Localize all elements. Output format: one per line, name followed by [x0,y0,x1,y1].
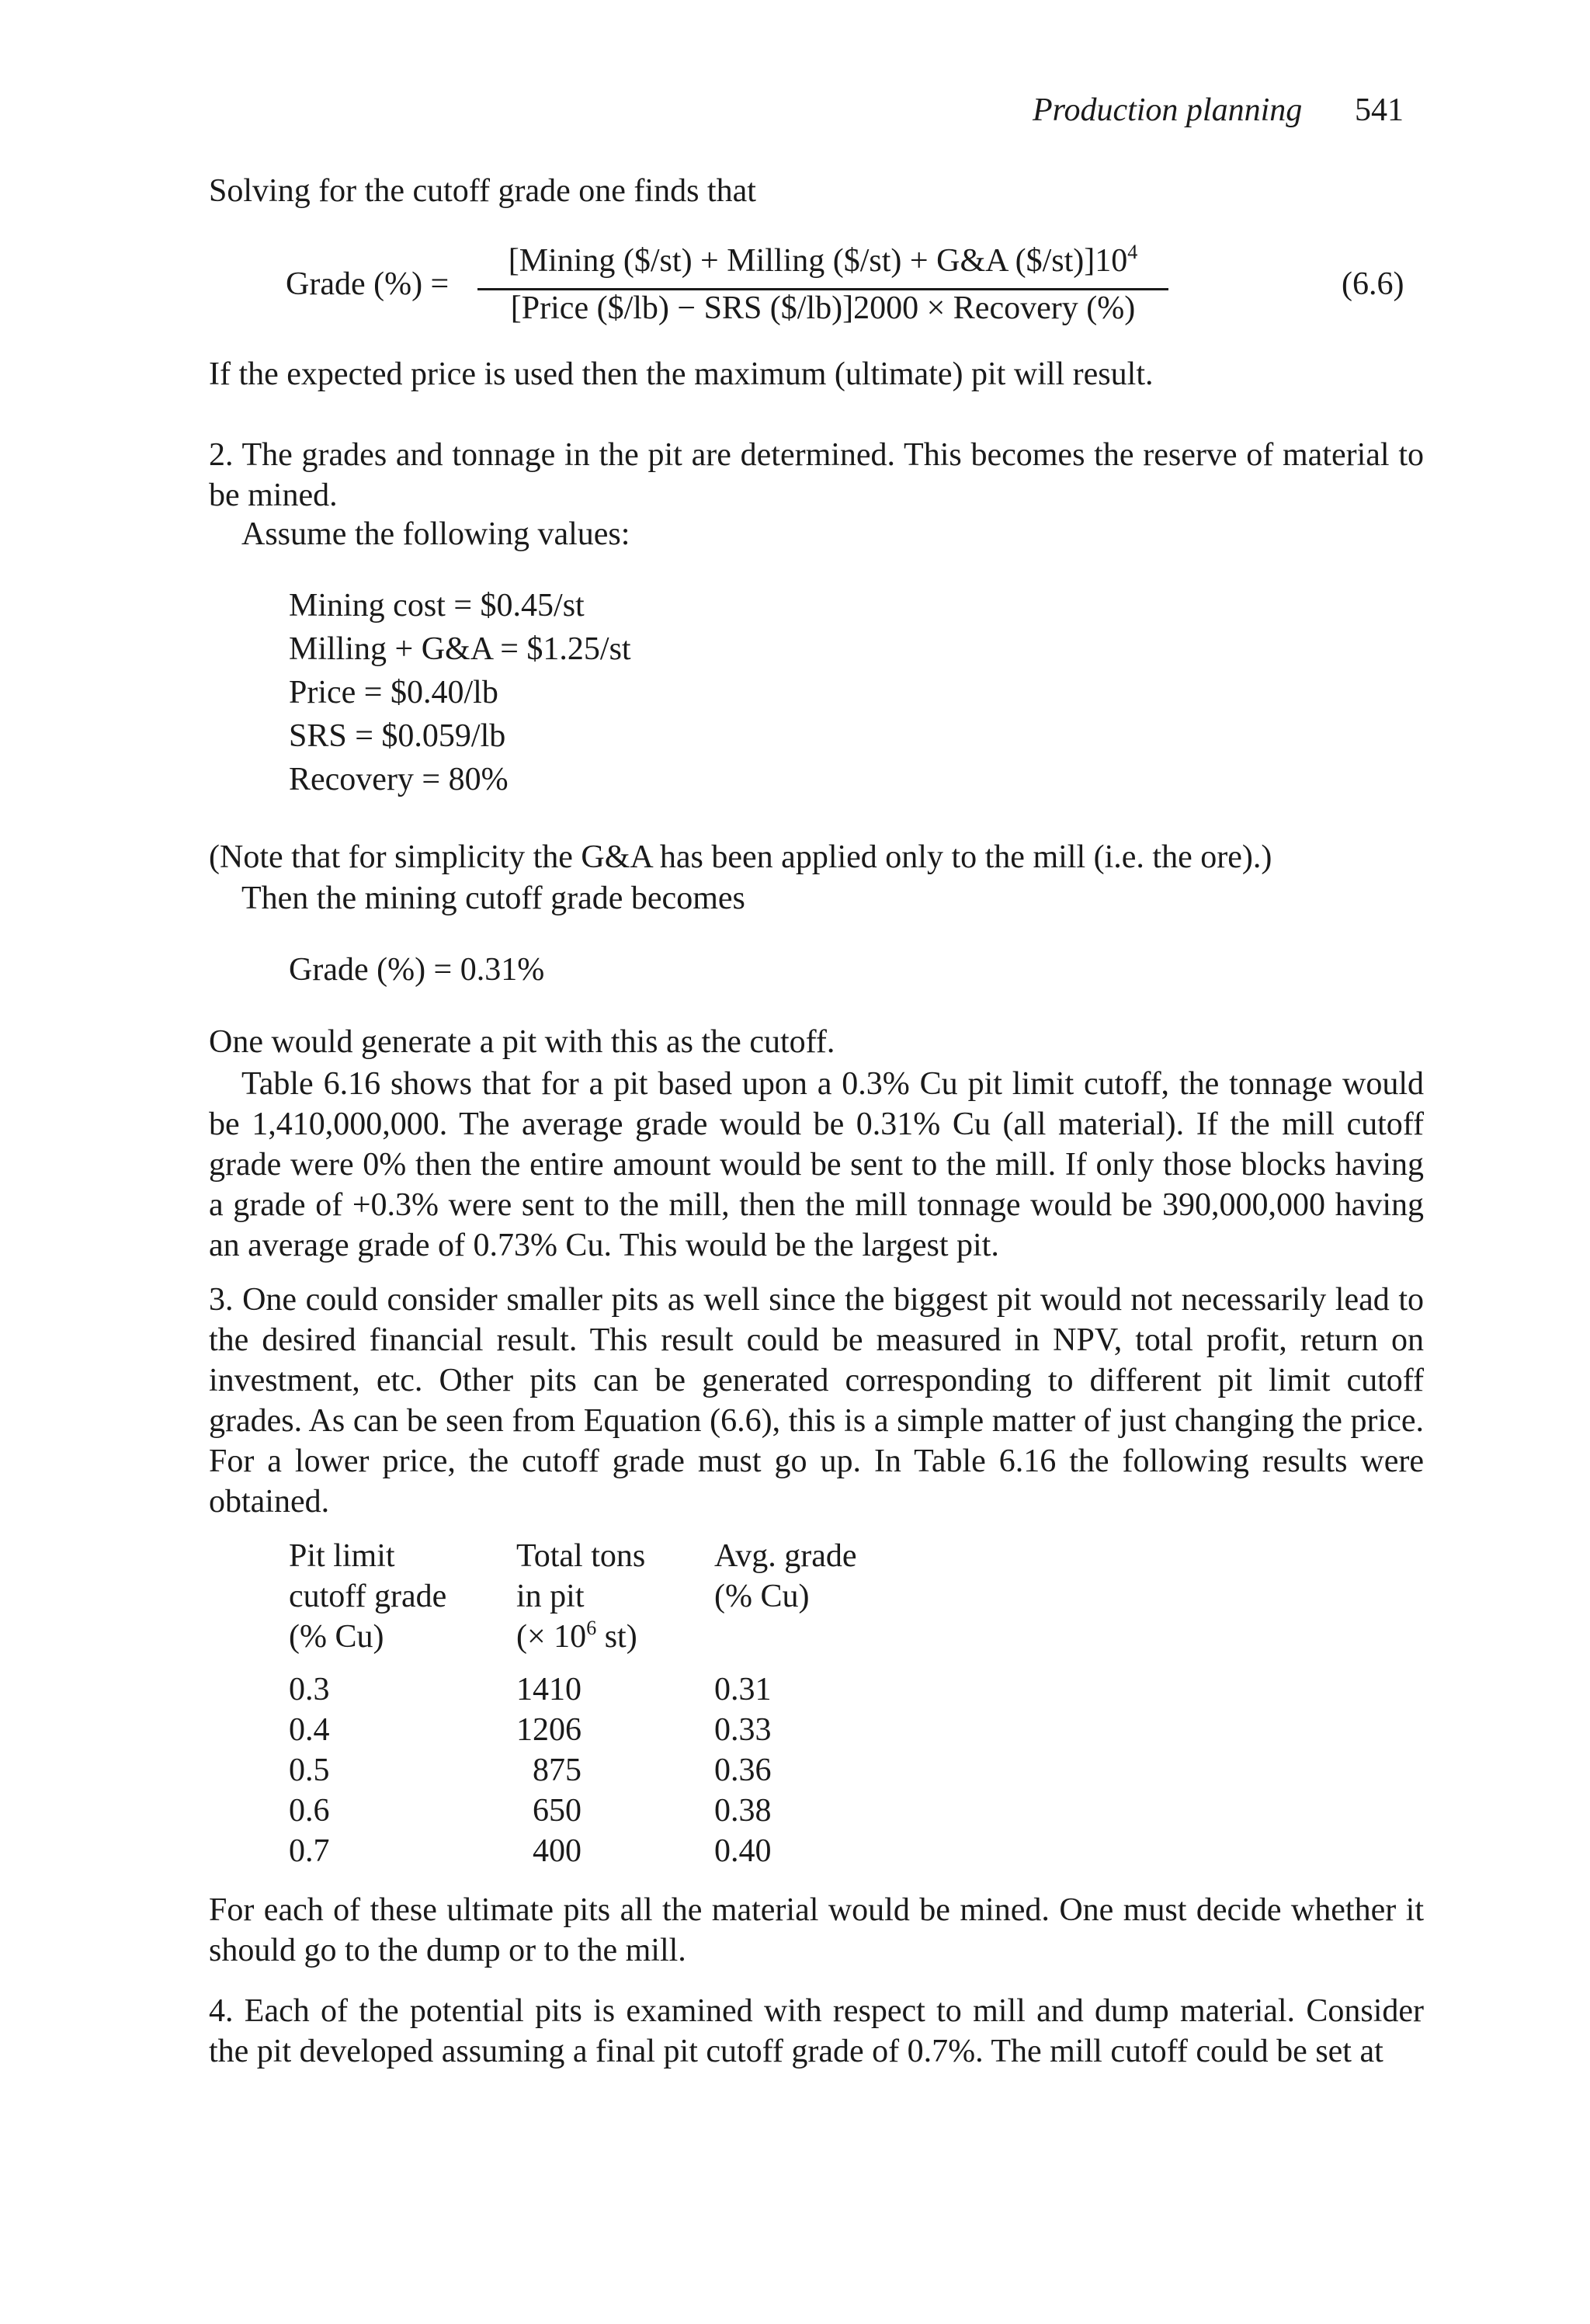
value-milling-ga: Milling + G&A = $1.25/st [289,631,631,667]
paragraph-item-2: 2. The grades and tonnage in the pit are determined. This becomes the reserve of material to be mined. [209,437,1424,513]
value-mining-cost: Mining cost = $0.45/st [289,588,585,624]
table-header-pit-limit: Pit limit cutoff grade (% Cu) [289,1538,447,1655]
paragraph-expected-price: If the expected price is used then the maximum (ultimate) pit will result. [209,356,1154,392]
table-header-avg-grade: Avg. grade (% Cu) [714,1538,857,1614]
then-text: Then the mining cutoff grade becomes [241,881,745,916]
equation-denominator: [Price ($/lb) − SRS ($/lb)]2000 × Recovery (%) [510,290,1136,326]
equation-lhs: Grade (%) = [286,266,450,302]
value-price: Price = $0.40/lb [289,675,498,710]
paragraph-generate: One would generate a pit with this as the cutoff. [209,1024,835,1060]
assumed-values-list [289,584,631,801]
equation-numerator: [Mining ($/st) + Milling ($/st) + G&A $(\$/st)]10^4$ [508,241,1138,279]
table-header-total-tons: Total tons in pit (× $10^6$ st) [516,1538,646,1655]
equation-number: (6.6) [1342,266,1404,302]
paragraph-each-pit: For each of these ultimate pits all the material would be mined. One must decide whether it should go to the dump or to the mill. [209,1892,1424,1968]
note-text: (Note that for simplicity the G&A has been applied only to the mill (i.e. the ore).) [209,839,1272,875]
assume-values-text: Assume the following values: [241,516,630,552]
paragraph-table-6-16: Table 6.16 shows that for a pit based upon a 0.3% Cu pit limit cutoff, the tonnage would be 1,410,000,000. The average grade would be 0.31% Cu (all material). If the mill cutoff grade were 0% then the entire amount would be sent to the mill. If only those blocks having a grade of +0.3% were sent to the mill, then the mill tonnage would be 390,000,000 having an average grade of 0.73% Cu. This would be the largest pit. [209,1066,1424,1263]
value-srs: SRS = $0.059/lb [289,718,506,754]
running-header-title: Production planning [1033,92,1303,128]
grade-result: Grade (%) = 0.31% [289,952,545,988]
intro-text: Solving for the cutoff grade one finds that [209,173,756,209]
paragraph-item-4: 4. Each of the potential pits is examined with respect to mill and dump material. Consider the pit developed assuming a final pit cutoff grade of 0.7%. The mill cutoff could be set at [209,1993,1424,2069]
value-recovery: Recovery = 80% [289,762,509,797]
paragraph-item-3: 3. One could consider smaller pits as well since the biggest pit would not necessarily lead to the desired financial result. This result could be measured in NPV, total profit, return on investment, etc. Other pits can be generated corresponding to different pit limit cutoff grades. As can be seen from Equation (6.6), this is a simple matter of just changing the price. For a lower price, the cutoff grade must go up. In Table 6.16 the following results were obtained. [209,1282,1424,1520]
page-number: 541 [1355,92,1404,128]
